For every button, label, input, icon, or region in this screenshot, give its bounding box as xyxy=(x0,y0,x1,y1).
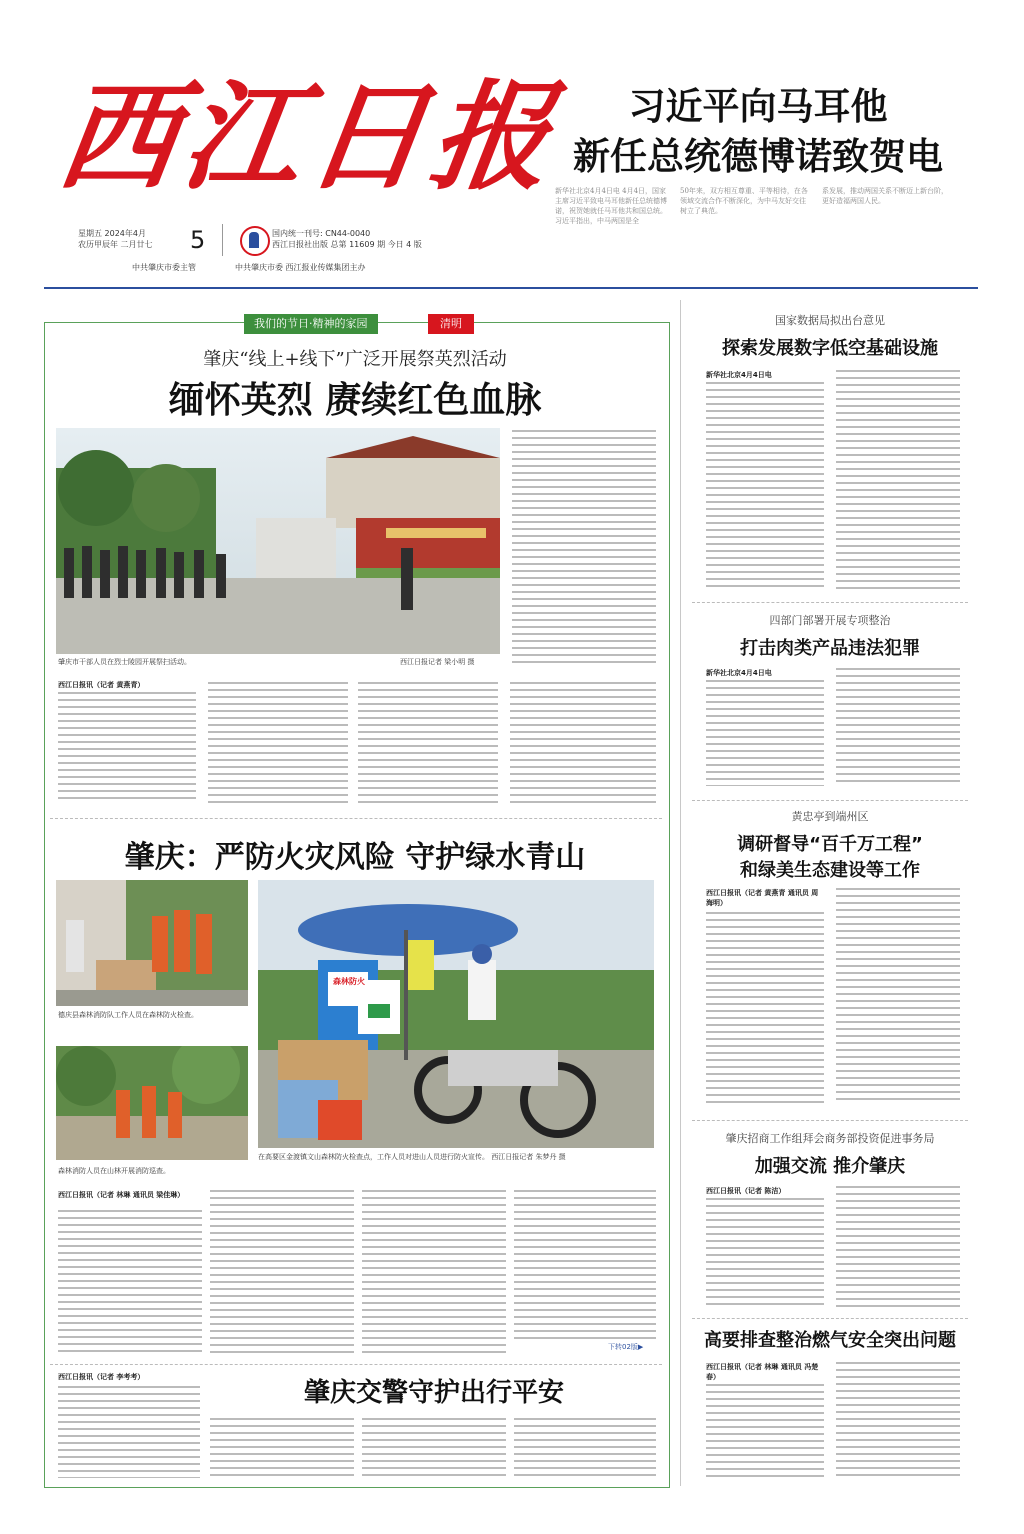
lead-col-1-text: 新华社北京4月4日电 4月4日，国家主席习近平致电马耳他新任总统德博诺，祝贺她就任马耳他共和国总统。 xyxy=(555,187,667,215)
traffic-text-col-4 xyxy=(514,1418,656,1478)
feature-text-col-3 xyxy=(358,682,498,804)
memorial-photo xyxy=(56,428,500,654)
right-headline-3a: 调研督导“百千万工程” xyxy=(737,834,923,855)
right-4-col-2 xyxy=(836,1186,960,1308)
fire-photo-main-credit: 西江日报记者 朱梦丹 摄 xyxy=(491,1153,566,1161)
organizer-2: 中共肇庆市委 西江报业传媒集团主办 xyxy=(235,263,366,272)
publication-info xyxy=(272,228,472,250)
date-line-1: 星期五 2024年4月 xyxy=(78,229,146,238)
right-headline-5: 高要排查整治燃气安全突出问题 xyxy=(704,1330,956,1351)
traffic-headline: 肇庆交警守护出行平安 xyxy=(303,1378,564,1408)
right-3-col-1 xyxy=(706,912,824,1104)
issue-date xyxy=(78,228,188,250)
feature-text-col-4 xyxy=(510,682,656,804)
right-5-col-2 xyxy=(836,1362,960,1478)
right-divider-1 xyxy=(692,602,968,603)
right-divider-4 xyxy=(692,1318,968,1319)
fire-text-col-1 xyxy=(58,1210,202,1356)
traffic-text-col-1 xyxy=(58,1386,200,1478)
right-kicker-1: 国家数据局拟出台意见 xyxy=(775,314,885,327)
right-divider-3 xyxy=(692,1120,968,1121)
right-headline-1: 探索发展数字低空基础设施 xyxy=(722,338,938,359)
fire-sign-text: 森林防火 xyxy=(333,977,365,986)
right-kicker-4: 肇庆招商工作组拜会商务部投资促进事务局 xyxy=(725,1132,935,1145)
memorial-photo-credit: 西江日报记者 梁小明 摄 xyxy=(400,658,475,666)
lead-col-3: 系发展，推动两国关系不断迈上新台阶，更好造福两国人民。 xyxy=(822,187,948,205)
right-byline-4: 西江日报讯（记者 陈洁） xyxy=(706,1187,786,1195)
fire-photo-1 xyxy=(56,880,248,1006)
column-separator xyxy=(680,300,681,1486)
fire-text-col-3 xyxy=(362,1190,506,1356)
traffic-byline: 西江日报讯（记者 李考考） xyxy=(58,1373,145,1381)
feature-subhead: 肇庆“线上+线下”广泛开展祭英烈活动 xyxy=(203,349,507,370)
fire-photo-1-caption: 德庆县森林消防队工作人员在森林防火检查。 xyxy=(58,1011,198,1019)
right-headline-3b: 和绿美生态建设等工作 xyxy=(740,860,920,881)
fire-photo-main-caption-text: 在高要区金渡镇文山森林防火检查点，工作人员对进山人员进行防火宣传。 xyxy=(258,1153,489,1161)
right-5-col-1 xyxy=(706,1384,824,1478)
press-logo-icon xyxy=(240,226,270,256)
right-kicker-3: 黄忠亭到端州区 xyxy=(791,810,869,823)
traffic-text-col-2 xyxy=(210,1418,354,1478)
right-1-col-1 xyxy=(706,382,824,590)
right-3-col-2 xyxy=(836,888,960,1104)
day-number: 5 xyxy=(190,226,206,254)
right-1-col-2 xyxy=(836,370,960,590)
feature-byline: 西江日报讯（记者 黄燕青） xyxy=(58,681,145,689)
feature-headline: 缅怀英烈 赓续红色血脉 xyxy=(168,380,542,421)
right-2-col-2 xyxy=(836,668,960,786)
right-headline-4: 加强交流 推介肇庆 xyxy=(754,1156,906,1177)
right-byline-3: 西江日报讯（记者 黄燕青 通讯员 周海明） xyxy=(706,889,819,907)
masthead-rule xyxy=(44,287,978,289)
masthead-title: 西江日报 xyxy=(50,67,566,206)
cn-number: 国内统一刊号: CN44-0040 xyxy=(272,229,371,238)
feature-text-col-2 xyxy=(208,682,348,804)
right-byline-2: 新华社北京4月4日电 xyxy=(706,669,772,677)
traffic-text-col-3 xyxy=(362,1418,506,1478)
fire-photo-2-caption: 森林消防人员在山林开展消防巡查。 xyxy=(58,1167,170,1175)
section-divider-2 xyxy=(50,1364,662,1365)
fire-photo-2 xyxy=(56,1046,248,1160)
lead-col-2: 50年来，双方相互尊重、平等相待，在各领域交流合作不断深化，为中马友好交往树立了典范。 xyxy=(680,187,808,215)
fire-text-col-4 xyxy=(514,1190,656,1340)
fire-photo-main-caption xyxy=(258,1152,654,1162)
lead-headline-line2: 新任总统德博诺致贺电 xyxy=(573,135,943,178)
lead-col-1 xyxy=(555,186,667,234)
date-line-2: 农历甲辰年 二月廿七 xyxy=(78,240,153,249)
feature-text-col-1 xyxy=(58,692,196,804)
fire-headline: 肇庆：严防火灾风险 守护绿水青山 xyxy=(124,840,586,875)
fire-byline: 西江日报讯（记者 林琳 通讯员 梁佳琳） xyxy=(58,1191,185,1199)
right-headline-2: 打击肉类产品违法犯罪 xyxy=(740,638,920,659)
lead-col-1b-text: 习近平指出，中马两国是全 xyxy=(555,217,639,225)
fire-photo-main xyxy=(258,880,654,1148)
right-kicker-2: 四部门部署开展专项整治 xyxy=(769,614,891,627)
right-byline-5: 西江日报讯（记者 林琳 通讯员 冯楚春） xyxy=(706,1363,819,1381)
organizer-1: 中共肇庆市委主管 xyxy=(132,263,196,272)
right-divider-2 xyxy=(692,800,968,801)
lead-headline-line1: 习近平向马耳他 xyxy=(628,85,888,128)
festival-ribbon: 我们的节日·精神的家园 xyxy=(244,314,378,334)
right-4-col-1 xyxy=(706,1198,824,1308)
lead-headline xyxy=(548,82,968,182)
memorial-photo-caption: 肇庆市干部人员在烈士陵园开展祭扫活动。 xyxy=(58,658,191,666)
section-divider-1 xyxy=(50,818,662,819)
divider xyxy=(222,224,223,256)
fire-text-col-2 xyxy=(210,1190,354,1356)
feature-text-col-right xyxy=(512,430,656,668)
fire-continued-link[interactable]: 下转02版▶ xyxy=(608,1343,644,1351)
festival-tag: 清明 xyxy=(428,314,474,334)
publisher-line: 西江日报社出版 总第 11609 期 今日 4 版 xyxy=(272,240,422,249)
right-2-col-1 xyxy=(706,680,824,786)
right-byline-1: 新华社北京4月4日电 xyxy=(706,371,772,379)
